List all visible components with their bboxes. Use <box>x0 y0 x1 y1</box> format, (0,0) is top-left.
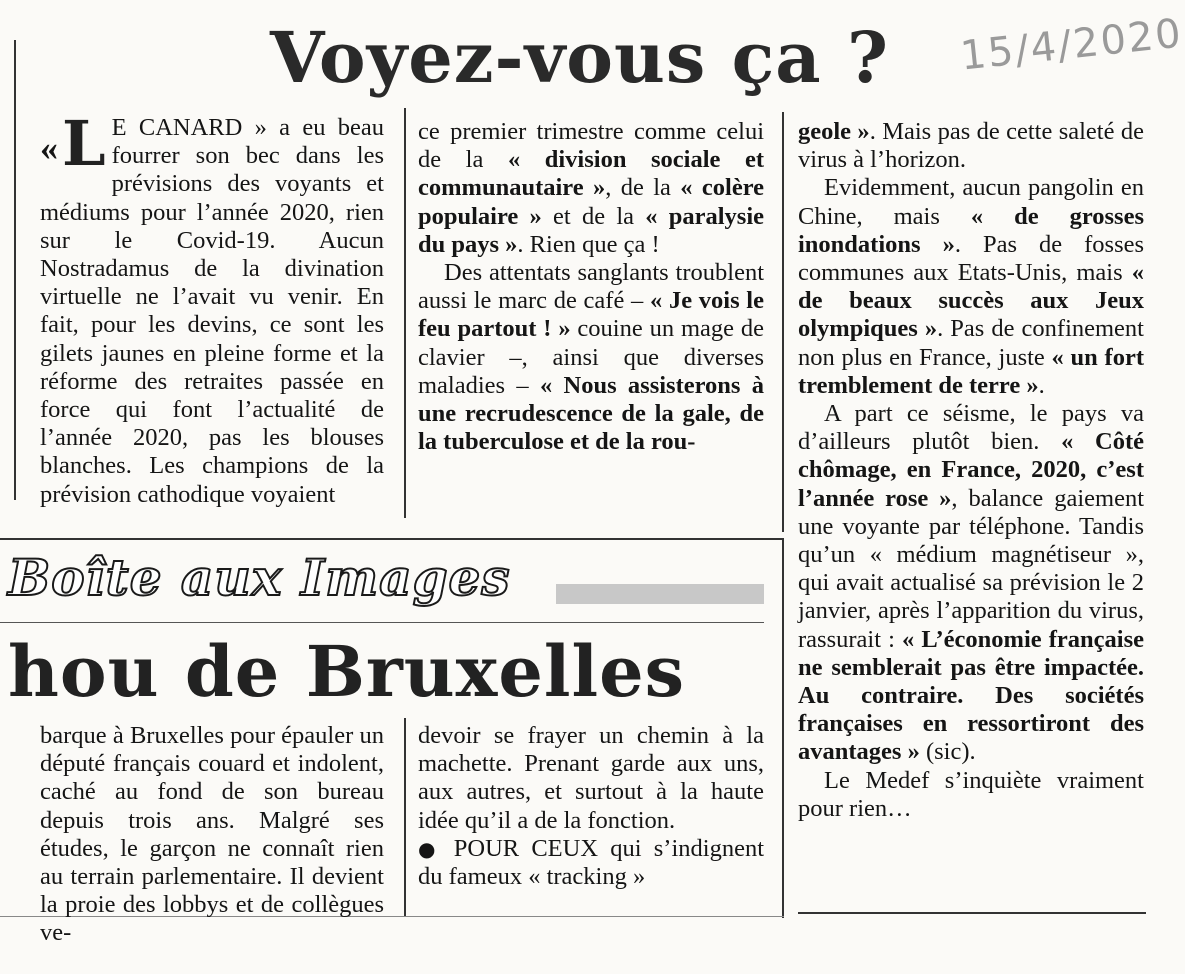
text-run: , de la <box>605 174 681 202</box>
article-column-3 <box>798 118 1144 823</box>
column-3-bottom-rule <box>798 912 1146 914</box>
column-2-paragraph-2 <box>418 259 764 456</box>
bullet-icon: ● <box>418 836 442 861</box>
bold-quote: « paralysie du pays » <box>418 202 764 258</box>
text-run: Evidemment, aucun pangolin en Chine, mais <box>798 174 1144 230</box>
bold-quote: geole » <box>798 118 870 145</box>
text-run: A part ce séisme, le pays va d’ailleurs plutôt bien. <box>798 400 1144 456</box>
section-rule <box>0 622 764 623</box>
column-1-text: E CANARD » a eu beau fourrer son bec dans les prévisions des voyants et médiums pour l’année 2020, rien sur le Covid-19. Aucun Nostradamus de la divination virtuelle ne l’avait vu venir. En fait, pour les devins, ce sont les gilets jaunes en pleine forme et la réforme des retraites passée en force qui font l’actualité de l’année 2020, pas les blouses blanches. Les champions de la prévision cathodique voyaient <box>40 114 384 508</box>
article-title: Voyez-vous ça ? <box>270 16 889 99</box>
text-run: Des attentats sanglants troublent aussi le marc de café – <box>418 259 764 315</box>
bold-quote: « Je vois le feu partout ! » <box>418 287 764 343</box>
article-2-divider <box>404 718 406 916</box>
bold-quote: « L’économie française ne semblerait pas être impactée. Au contraire. Des sociétés françaises en ressortiront des avantages » <box>798 625 1144 766</box>
article-2-column-1 <box>40 722 384 947</box>
bold-quote: « de beaux succès aux Jeux olympiques » <box>798 259 1144 343</box>
bold-quote: « de grosses inondations » <box>798 202 1144 258</box>
article-2-column-1-text: barque à Bruxelles pour épauler un député français couard et indolent, caché au fond de son bureau depuis trois ans. Malgré ses études, le garçon ne connaît rien au terrain parlementaire. Il devient la proie des lobbys et de collègues ve- <box>40 722 384 947</box>
margin-crop-marks <box>0 60 14 500</box>
column-3-paragraph-1 <box>798 118 1144 174</box>
drop-cap: L <box>62 107 106 180</box>
text-run: . Pas de confinement non plus en France, juste <box>798 315 1144 371</box>
article-2-column-2 <box>418 722 764 916</box>
article-column-1 <box>40 107 384 509</box>
bold-quote: « division sociale et communautaire » <box>418 146 765 202</box>
box-right-rule <box>782 538 784 918</box>
text-run: . Mais pas de cette saleté de virus à l’horizon. <box>798 118 1144 174</box>
handwritten-date: 15/4/2020 <box>958 10 1185 80</box>
article-column-2 <box>418 118 764 456</box>
bold-quote: « Côté chômage, en France, 2020, c’est l’année rose » <box>798 428 1144 512</box>
column-3-paragraph-2 <box>798 174 1144 400</box>
text-run: ce premier trimestre comme celui de la <box>418 118 764 174</box>
section-label-boite-aux-images: Boîte aux Images <box>8 548 511 607</box>
text-run: . Pas de fosses communes aux Etats-Unis, mais <box>798 230 1145 287</box>
left-column-rule <box>14 40 16 500</box>
text-run: , balance gaiement une voyante par téléphone. Tandis qu’un « médium magnétiseur », qui avait actualisé sa prévision le 2 janvier, après l’apparition du virus, rassurait : <box>798 484 1144 653</box>
text-run: et de la <box>541 202 646 230</box>
bold-quote: « colère populaire » <box>418 174 764 230</box>
column-divider-2 <box>782 112 784 532</box>
article-2-column-2-paragraph-2: POUR CEUX qui s’indignent du fameux « tracking » <box>418 834 765 891</box>
article-2-headline: hou de Bruxelles <box>8 630 686 713</box>
open-quote: « <box>40 128 58 168</box>
text-run: couine un mage de clavier –, ainsi que diverses maladies – <box>418 315 764 399</box>
column-2-paragraph-1 <box>418 118 764 259</box>
column-3-paragraph-4: Le Medef s’inquiète vraiment pour rien… <box>798 766 1144 822</box>
bold-quote: « un fort tremblement de terre » <box>798 343 1144 399</box>
text-run: . <box>1038 371 1045 399</box>
section-gray-band <box>556 584 764 604</box>
column-divider-1 <box>404 108 406 518</box>
column-3-paragraph-3 <box>798 400 1144 767</box>
text-run: (sic). <box>919 738 976 766</box>
box-top-rule <box>0 538 784 540</box>
bold-quote: « Nous assisterons à une recrudescence de la gale, de la tuberculose et de la rou- <box>418 371 765 456</box>
article-2-column-2-paragraph-1: devoir se frayer un chemin à la machette. Prenant garde aux uns, aux autres, et surtout à la haute idée qu’il a de la fonction. <box>418 722 764 834</box>
text-run: . Rien que ça ! <box>517 230 660 258</box>
